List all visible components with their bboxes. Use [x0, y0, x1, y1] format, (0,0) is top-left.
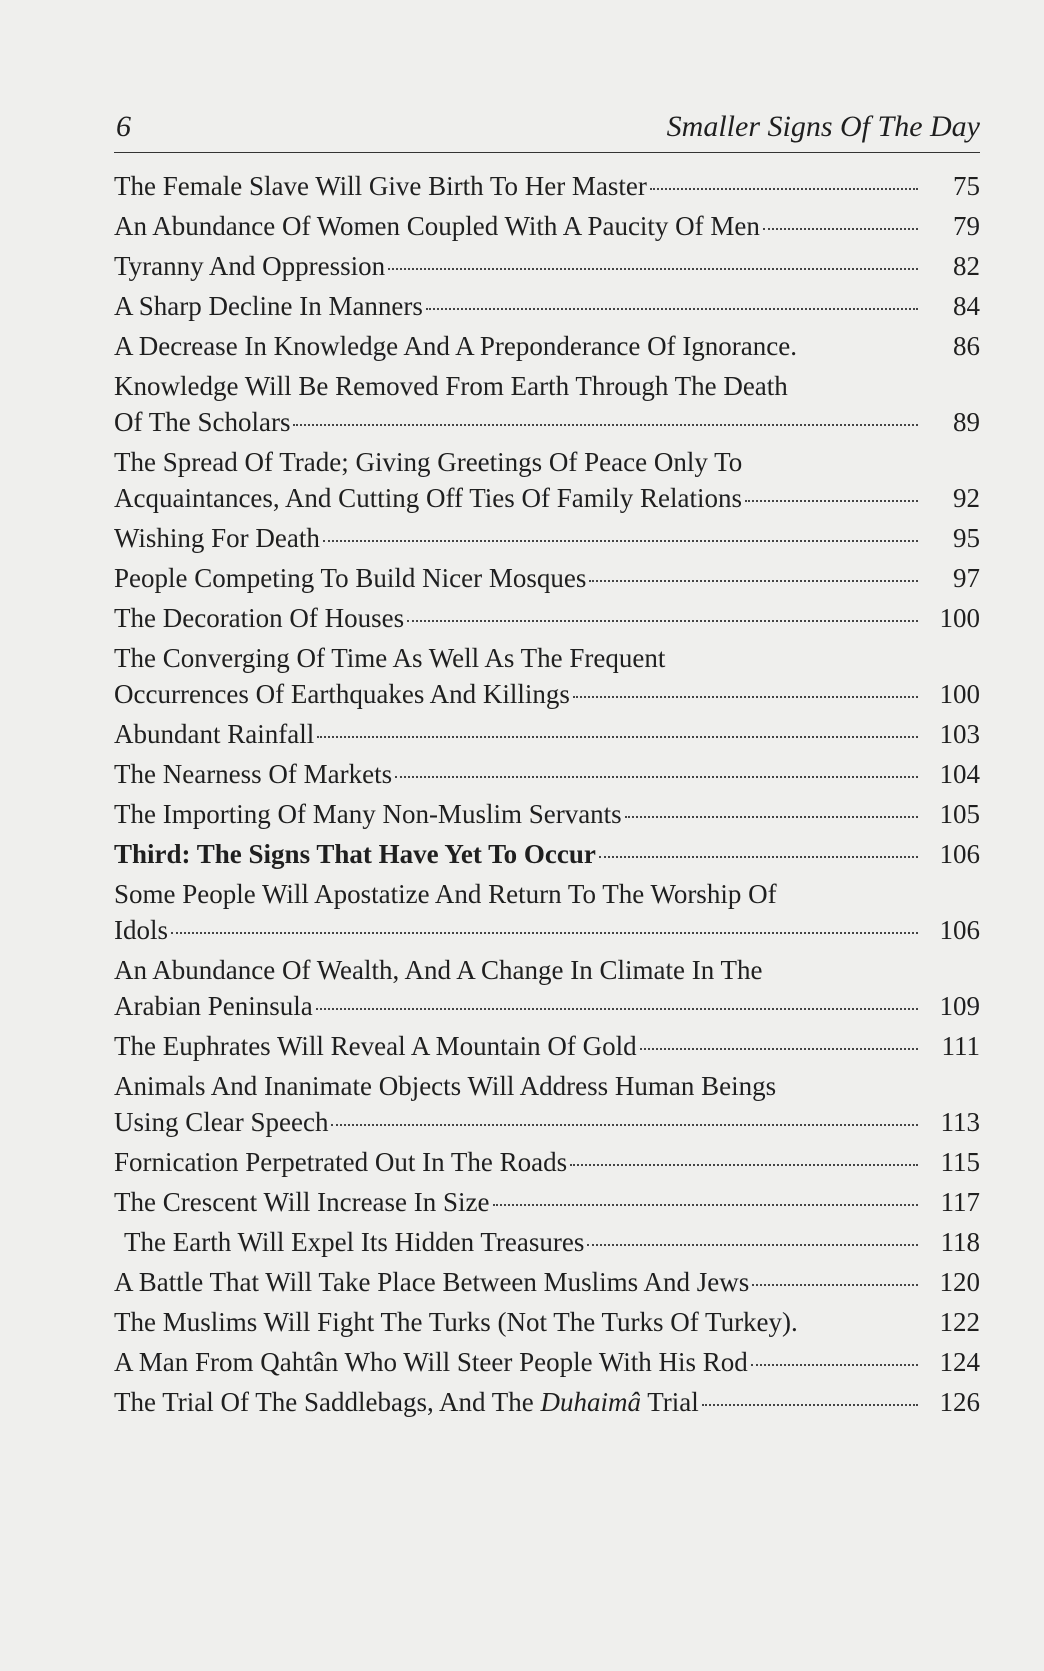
entry-title: Occurrences Of Earthquakes And Killings	[114, 679, 570, 709]
toc-entry	[114, 1068, 980, 1140]
dot-leader	[395, 776, 918, 778]
toc-entry	[114, 368, 980, 440]
entry-page: 79	[953, 211, 980, 241]
entry-title-part: Trial	[640, 1387, 699, 1417]
toc-entry	[114, 1264, 980, 1300]
table-of-contents	[114, 168, 980, 1424]
entry-title: The Nearness Of Markets	[114, 759, 393, 789]
toc-entry	[114, 520, 980, 556]
toc-entry	[114, 952, 980, 1024]
entry-page: 113	[940, 1107, 980, 1137]
entry-title-italic: Duhaimâ	[540, 1387, 641, 1417]
entry-page: 106	[939, 915, 980, 945]
entry-title: Fornication Perpetrated Out In The Roads	[114, 1147, 568, 1177]
toc-entry	[114, 716, 980, 752]
entry-page: 120	[939, 1267, 980, 1297]
entry-title-part: The Trial Of The Saddlebags, And The	[114, 1387, 541, 1417]
dot-leader	[752, 1284, 918, 1286]
entry-page: 84	[953, 291, 980, 321]
toc-entry	[114, 444, 980, 516]
entry-page: 100	[939, 679, 980, 709]
running-header	[114, 108, 980, 153]
entry-page: 124	[939, 1347, 980, 1377]
entry-title: Abundant Rainfall	[114, 719, 315, 749]
toc-entry	[114, 876, 980, 948]
dot-leader	[317, 736, 918, 738]
entry-title	[114, 1384, 699, 1420]
dot-leader	[331, 1124, 918, 1126]
running-title: Smaller Signs Of The Day	[666, 110, 980, 143]
dot-leader	[745, 500, 918, 502]
toc-entry	[114, 248, 980, 284]
toc-entry	[114, 756, 980, 792]
toc-entry	[114, 1028, 980, 1064]
entry-page: 86	[953, 331, 980, 361]
entry-title: Acquaintances, And Cutting Off Ties Of Family Relations	[114, 483, 742, 513]
dot-leader	[589, 580, 918, 582]
entry-title-line: Some People Will Apostatize And Return To The Worship Of	[114, 879, 777, 909]
entry-title: An Abundance Of Women Coupled With A Paucity Of Men	[114, 211, 760, 241]
entry-title-line: An Abundance Of Wealth, And A Change In Climate In The	[114, 955, 763, 985]
dot-leader	[171, 932, 918, 934]
entry-page: 103	[939, 719, 980, 749]
entry-title: A Man From Qahtân Who Will Steer People With His Rod	[114, 1347, 748, 1377]
entry-page: 118	[940, 1227, 980, 1257]
dot-leader	[316, 1008, 918, 1010]
entry-page: 97	[953, 563, 980, 593]
entry-title: People Competing To Build Nicer Mosques	[114, 563, 587, 593]
entry-title: Of The Scholars	[114, 407, 291, 437]
entry-page: 122	[939, 1307, 980, 1337]
entry-page: 95	[953, 523, 980, 553]
dot-leader	[573, 696, 918, 698]
dot-leader	[388, 268, 918, 270]
toc-entry	[114, 1224, 980, 1260]
entry-title: The Euphrates Will Reveal A Mountain Of Gold	[114, 1031, 637, 1061]
entry-title: Arabian Peninsula	[114, 991, 313, 1021]
entry-page: 115	[940, 1147, 980, 1177]
entry-title: The Earth Will Expel Its Hidden Treasures	[124, 1227, 585, 1257]
entry-title: Third: The Signs That Have Yet To Occur	[114, 839, 596, 869]
entry-page: 100	[939, 603, 980, 633]
toc-entry	[114, 1344, 980, 1380]
entry-title: The Decoration Of Houses	[114, 603, 405, 633]
entry-page: 126	[939, 1387, 980, 1417]
dot-leader	[763, 228, 918, 230]
entry-page: 82	[953, 251, 980, 281]
entry-title-line: The Spread Of Trade; Giving Greetings Of Peace Only To	[114, 447, 743, 477]
entry-title: Idols	[114, 915, 168, 945]
entry-page: 92	[953, 483, 980, 513]
dot-leader	[640, 1048, 918, 1050]
entry-page: 89	[953, 407, 980, 437]
dot-leader	[625, 816, 918, 818]
dot-leader	[426, 308, 918, 310]
toc-entry	[114, 208, 980, 244]
entry-page: 75	[953, 171, 980, 201]
entry-page: 109	[939, 991, 980, 1021]
toc-section-heading	[114, 836, 980, 872]
dot-leader	[650, 188, 918, 190]
entry-page: 111	[941, 1031, 980, 1061]
dot-leader	[570, 1164, 918, 1166]
toc-entry	[114, 560, 980, 596]
dot-leader	[702, 1404, 918, 1406]
entry-title: A Sharp Decline In Manners	[114, 291, 423, 321]
toc-entry	[114, 1184, 980, 1220]
dot-leader	[751, 1364, 918, 1366]
dot-leader	[293, 424, 918, 426]
dot-leader	[587, 1244, 918, 1246]
toc-entry	[114, 168, 980, 204]
entry-title: Tyranny And Oppression	[114, 251, 386, 281]
dot-leader	[323, 540, 918, 542]
entry-title: Using Clear Speech	[114, 1107, 329, 1137]
toc-entry	[114, 328, 980, 364]
toc-entry	[114, 640, 980, 712]
toc-entry	[114, 796, 980, 832]
entry-page: 104	[939, 759, 980, 789]
toc-entry	[114, 1304, 980, 1340]
entry-page: 117	[940, 1187, 980, 1217]
dot-leader	[407, 620, 918, 622]
toc-entry	[114, 600, 980, 636]
entry-page: 105	[939, 799, 980, 829]
entry-title: The Importing Of Many Non-Muslim Servants	[114, 799, 622, 829]
entry-page: 106	[939, 839, 980, 869]
toc-entry	[114, 1384, 980, 1420]
entry-title-line: Animals And Inanimate Objects Will Address Human Beings	[114, 1071, 777, 1101]
entry-title-line: Knowledge Will Be Removed From Earth Through The Death	[114, 371, 788, 401]
page-number: 6	[116, 110, 131, 143]
entry-title-line: The Converging Of Time As Well As The Frequent	[114, 643, 666, 673]
entry-title: Wishing For Death	[114, 523, 320, 553]
entry-title: The Crescent Will Increase In Size	[114, 1187, 490, 1217]
dot-leader	[493, 1204, 918, 1206]
entry-title: A Decrease In Knowledge And A Preponderance Of Ignorance.	[114, 331, 798, 361]
entry-title: The Muslims Will Fight The Turks (Not The Turks Of Turkey).	[114, 1307, 798, 1337]
toc-entry	[114, 1144, 980, 1180]
entry-title: A Battle That Will Take Place Between Muslims And Jews	[114, 1267, 750, 1297]
entry-title: The Female Slave Will Give Birth To Her Master	[114, 171, 647, 201]
toc-entry	[114, 288, 980, 324]
dot-leader	[599, 856, 918, 858]
